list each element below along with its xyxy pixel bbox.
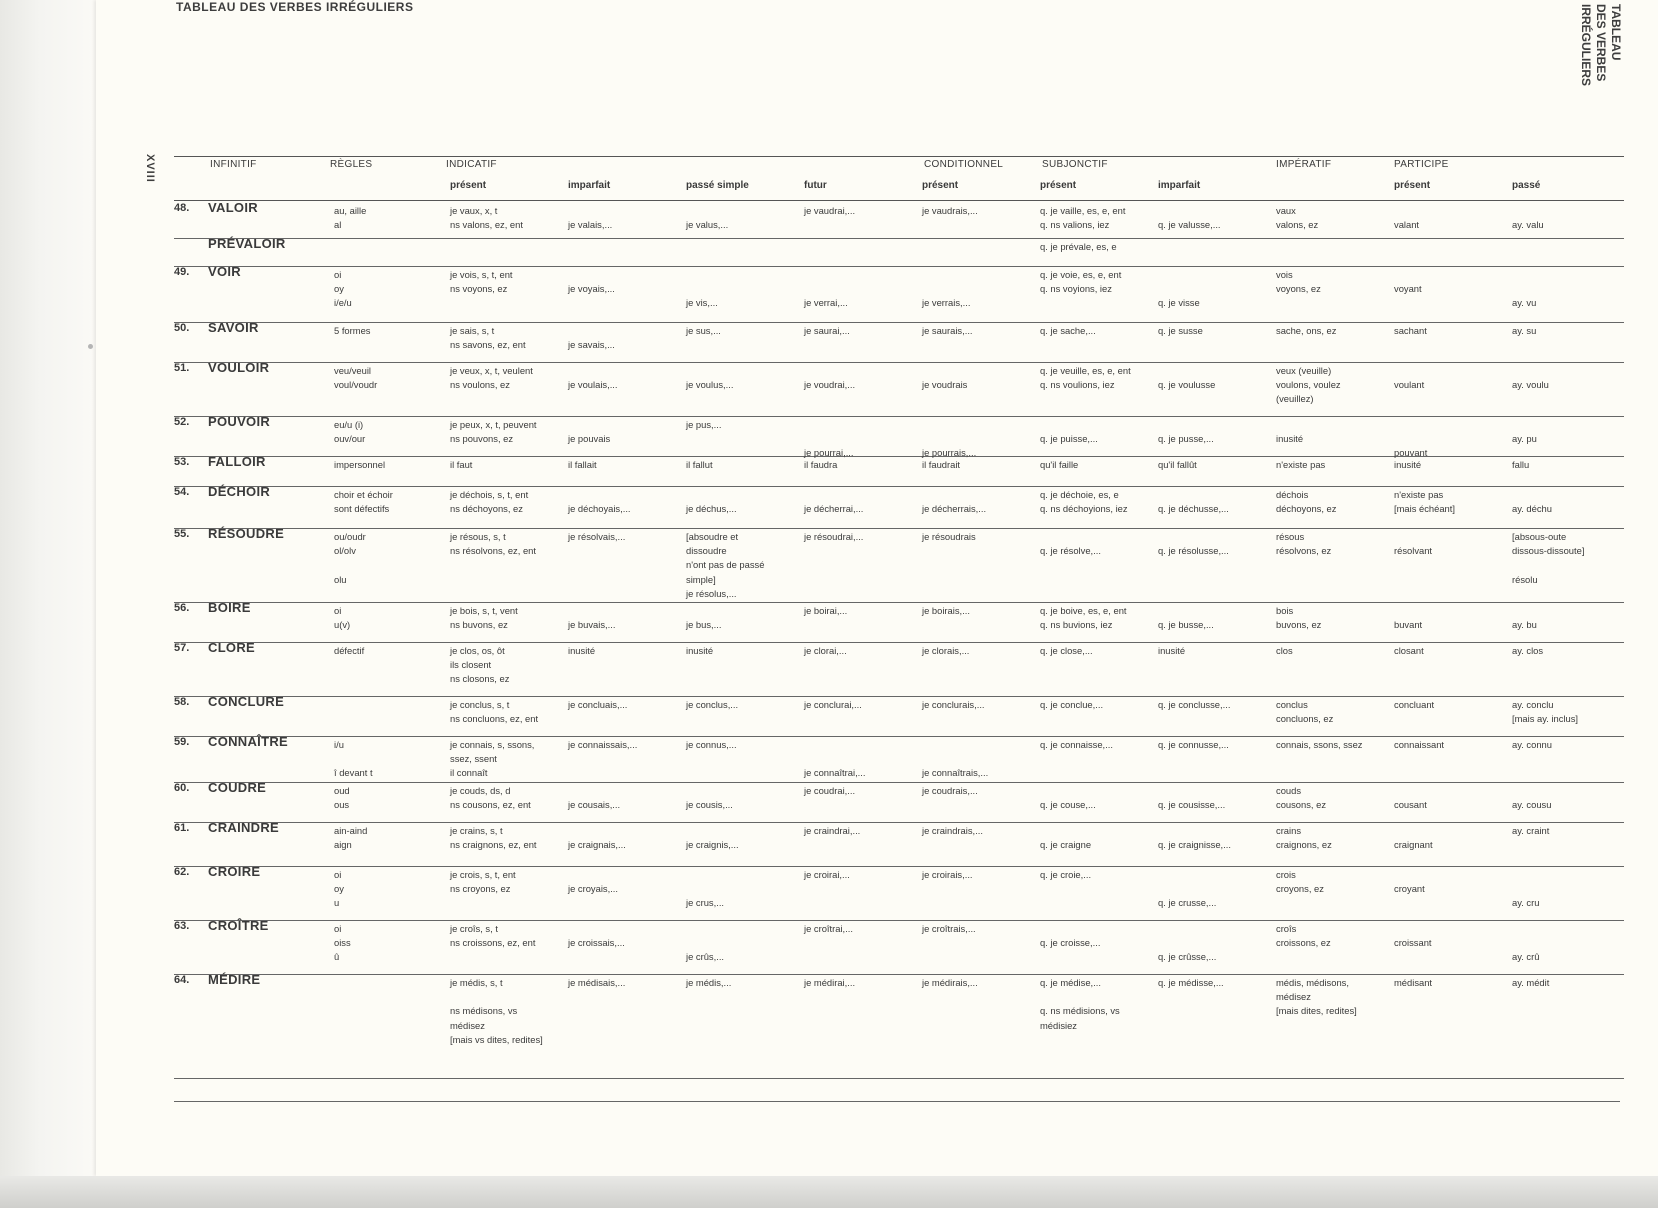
cell-present: je crains, s, t ns craignons, ez, ent bbox=[450, 825, 537, 851]
col-header-participe: PARTICIPE bbox=[1358, 156, 1624, 173]
cell-imperatif: clos bbox=[1276, 645, 1293, 656]
cell-part-present: pouvant bbox=[1394, 447, 1428, 459]
cell-conditionnel: je décherrais,... bbox=[922, 503, 987, 515]
cell-present: je veux, x, t, veulent ns voulons, ez bbox=[450, 365, 533, 391]
cell-conditionnel: je boirais,... bbox=[922, 605, 970, 616]
cell-verb: SAVOIR bbox=[208, 320, 259, 335]
cell-part-passe: ay. voulu bbox=[1512, 379, 1549, 391]
cell-num: 59. bbox=[174, 736, 190, 748]
subhead-part-passe: passé bbox=[1512, 180, 1541, 191]
cell-imperatif: veux (veuille) voulons, voulez (veuillez) bbox=[1276, 365, 1341, 405]
cell-regles: ou/oudr ol/olv olu bbox=[334, 531, 366, 585]
cell-part-passe: ay. médit bbox=[1512, 977, 1550, 988]
cell-imparfait: je déchoyais,... bbox=[568, 503, 631, 515]
cell-present: je déchois, s, t, ent ns déchoyons, ez bbox=[450, 489, 529, 515]
cell-futur: je coudrai,... bbox=[804, 785, 856, 796]
cell-conditionnel: je médirais,... bbox=[922, 977, 978, 988]
cell-futur: je voudrai,... bbox=[804, 379, 856, 391]
cell-subj-imparfait: q. je déchusse,... bbox=[1158, 503, 1229, 515]
cell-subj-present: q. je médise,... q. ns médisions, vs médisiez bbox=[1040, 977, 1120, 1031]
cell-num: 64. bbox=[174, 974, 190, 986]
cell-imperatif: couds cousons, ez bbox=[1276, 785, 1327, 811]
cell-regles: 5 formes bbox=[334, 325, 371, 336]
cell-passe-simple: je crûs,... bbox=[686, 951, 725, 963]
cell-passe-simple: je pus,... bbox=[686, 419, 722, 430]
cell-num: 52. bbox=[174, 416, 190, 428]
page-title: TABLEAU DES VERBES IRRÉGULIERS bbox=[176, 0, 414, 14]
cell-part-passe: ay. cousu bbox=[1512, 799, 1552, 811]
table-row bbox=[174, 642, 1624, 697]
cell-present: je vaux, x, t ns valons, ez, ent bbox=[450, 205, 523, 231]
cell-futur: je croîtrai,... bbox=[804, 923, 853, 934]
cell-subj-imparfait: q. je craignisse,... bbox=[1158, 839, 1231, 851]
col-header-regles: RÈGLES bbox=[294, 156, 412, 173]
cell-imperatif: crains craignons, ez bbox=[1276, 825, 1332, 851]
cell-regles: oi u(v) bbox=[334, 605, 351, 631]
cell-imparfait: je pouvais bbox=[568, 433, 611, 445]
cell-passe-simple: il fallut bbox=[686, 459, 713, 470]
cell-present: il faut bbox=[450, 459, 473, 470]
cell-imparfait: je médisais,... bbox=[568, 977, 626, 988]
cell-verb: BOIRE bbox=[208, 600, 251, 615]
cell-imparfait: je croyais,... bbox=[568, 883, 619, 895]
table-row bbox=[174, 528, 1624, 603]
table-row bbox=[174, 782, 1624, 823]
cell-conditionnel: je voudrais bbox=[922, 379, 968, 391]
table-row bbox=[174, 866, 1624, 921]
cell-verb: VOULOIR bbox=[208, 360, 270, 375]
cell-part-passe: ay. déchu bbox=[1512, 503, 1552, 515]
subhead-cond-present: présent bbox=[922, 180, 959, 191]
cell-subj-imparfait: inusité bbox=[1158, 645, 1186, 656]
cell-verb: CONCLURE bbox=[208, 694, 285, 709]
cell-num: 51. bbox=[174, 362, 190, 374]
subhead-ind-futur: futur bbox=[804, 180, 827, 191]
cell-subj-present: q. je couse,... bbox=[1040, 799, 1096, 811]
cell-num: 61. bbox=[174, 822, 190, 834]
cell-num: 49. bbox=[174, 266, 190, 278]
cell-imparfait: je valais,... bbox=[568, 219, 613, 231]
cell-subj-imparfait: q. je conclusse,... bbox=[1158, 699, 1231, 710]
cell-present: je connais, s, ssons, ssez, ssent il connaît bbox=[450, 739, 535, 779]
cell-num: 54. bbox=[174, 486, 190, 498]
cell-part-passe: ay. pu bbox=[1512, 433, 1537, 445]
cell-subj-imparfait: q. je crusse,... bbox=[1158, 897, 1217, 909]
cell-present: je clos, os, ôt ils closent ns closons, ez bbox=[450, 645, 510, 685]
cell-part-passe: ay. vu bbox=[1512, 297, 1537, 309]
cell-passe-simple: je vis,... bbox=[686, 297, 718, 309]
table-row bbox=[174, 486, 1624, 529]
cell-part-present: voyant bbox=[1394, 283, 1422, 295]
cell-regles: oud ous bbox=[334, 785, 350, 811]
table-row bbox=[174, 238, 1624, 267]
table-row bbox=[174, 602, 1624, 643]
cell-passe-simple: je crus,... bbox=[686, 897, 725, 909]
cell-imparfait: il fallait bbox=[568, 459, 597, 470]
cell-futur: je vaudrai,... bbox=[804, 205, 856, 216]
scan-speck bbox=[88, 344, 93, 349]
cell-verb: POUVOIR bbox=[208, 414, 271, 429]
cell-part-present: concluant bbox=[1394, 699, 1435, 710]
cell-subj-present: qu'il faille bbox=[1040, 459, 1079, 470]
cell-part-present: craignant bbox=[1394, 839, 1433, 851]
cell-passe-simple: je médis,... bbox=[686, 977, 732, 988]
cell-part-present: sachant bbox=[1394, 325, 1427, 336]
cell-part-present: voulant bbox=[1394, 379, 1425, 391]
cell-regles: au, aille al bbox=[334, 205, 367, 231]
cell-verb: CROÎTRE bbox=[208, 918, 269, 933]
cell-subj-imparfait: q. je visse bbox=[1158, 297, 1200, 309]
cell-imparfait: je savais,... bbox=[568, 339, 615, 351]
table-row bbox=[174, 974, 1624, 1079]
cell-part-present: croissant bbox=[1394, 937, 1432, 949]
cell-regles: veu/veuil voul/voudr bbox=[334, 365, 378, 391]
cell-subj-imparfait: q. je susse bbox=[1158, 325, 1203, 336]
cell-present: je croîs, s, t ns croissons, ez, ent bbox=[450, 923, 536, 949]
cell-verb: COUDRE bbox=[208, 780, 267, 795]
cell-regles: eu/u (i) ouv/our bbox=[334, 419, 366, 445]
cell-futur: je conclurai,... bbox=[804, 699, 862, 710]
cell-futur: je connaîtrai,... bbox=[804, 767, 866, 779]
cell-subj-present: q. je sache,... bbox=[1040, 325, 1096, 336]
cell-verb: CLORE bbox=[208, 640, 255, 655]
cell-num: 53. bbox=[174, 456, 190, 468]
col-header-imperatif: IMPÉRATIF bbox=[1240, 156, 1358, 173]
cell-subj-imparfait: q. je crûsse,... bbox=[1158, 951, 1217, 963]
cell-imperatif: vois voyons, ez bbox=[1276, 269, 1321, 295]
cell-part-present: buvant bbox=[1394, 619, 1423, 631]
cell-futur: je craindrai,... bbox=[804, 825, 861, 836]
cell-passe-simple: je déchus,... bbox=[686, 503, 737, 515]
col-header-subjonctif: SUBJONCTIF bbox=[1004, 156, 1240, 173]
cell-present: je bois, s, t, vent ns buvons, ez bbox=[450, 605, 518, 631]
cell-passe-simple: je craignis,... bbox=[686, 839, 739, 851]
cell-verb: FALLOIR bbox=[208, 454, 266, 469]
cell-verb: DÉCHOIR bbox=[208, 484, 271, 499]
cell-subj-imparfait: q. je valusse,... bbox=[1158, 219, 1221, 231]
cell-subj-present: q. je close,... bbox=[1040, 645, 1093, 656]
cell-imperatif: conclus concluons, ez bbox=[1276, 699, 1334, 725]
cell-subj-present: q. je croisse,... bbox=[1040, 937, 1101, 949]
cell-imperatif: connais, ssons, ssez bbox=[1276, 739, 1363, 750]
cell-num: 48. bbox=[174, 202, 190, 214]
col-header-conditionnel: CONDITIONNEL bbox=[886, 156, 1004, 173]
cell-passe-simple: [absoudre et dissoudre n'ont pas de passé simple] je résolus,... bbox=[686, 531, 765, 599]
cell-part-passe: ay. valu bbox=[1512, 219, 1544, 231]
cell-subj-imparfait: q. je cousisse,... bbox=[1158, 799, 1226, 811]
table-bottom-rule bbox=[174, 1101, 1620, 1102]
cell-futur: je verrai,... bbox=[804, 297, 848, 309]
side-running-title: TABLEAU DES VERBES IRRÉGULIERS bbox=[1579, 4, 1623, 87]
cell-part-present: inusité bbox=[1394, 459, 1422, 470]
cell-imperatif: bois buvons, ez bbox=[1276, 605, 1322, 631]
cell-passe-simple: je valus,... bbox=[686, 219, 729, 231]
cell-part-passe: ay. conclu [mais ay. inclus] bbox=[1512, 699, 1578, 725]
table-row bbox=[174, 736, 1624, 783]
cell-subj-present: q. je croie,... bbox=[1040, 869, 1092, 880]
cell-subj-present: q. je boive, es, e, ent q. ns buvions, iez bbox=[1040, 605, 1127, 631]
cell-passe-simple: je cousis,... bbox=[686, 799, 733, 811]
cell-conditionnel: il faudrait bbox=[922, 459, 961, 470]
cell-subj-present: q. je conclue,... bbox=[1040, 699, 1104, 710]
cell-conditionnel: je pourrais,... bbox=[922, 447, 977, 459]
cell-imperatif: médis, médisons, médisez [mais dites, redites] bbox=[1276, 977, 1357, 1017]
cell-present: je couds, ds, d ns cousons, ez, ent bbox=[450, 785, 531, 811]
cell-part-present: connaissant bbox=[1394, 739, 1445, 750]
page-number: XVIII bbox=[144, 154, 156, 183]
cell-passe-simple: je sus,... bbox=[686, 325, 721, 336]
cell-imparfait: je concluais,... bbox=[568, 699, 628, 710]
cell-subj-present: q. je puisse,... bbox=[1040, 433, 1098, 445]
cell-imperatif: crois croyons, ez bbox=[1276, 869, 1324, 895]
cell-conditionnel: je clorais,... bbox=[922, 645, 970, 656]
header-rule bbox=[174, 200, 1624, 201]
cell-futur: je saurai,... bbox=[804, 325, 850, 336]
cell-conditionnel: je vaudrais,... bbox=[922, 205, 978, 216]
cell-regles: oi oiss û bbox=[334, 923, 351, 963]
cell-subj-imparfait: q. je busse,... bbox=[1158, 619, 1214, 631]
cell-present: je vois, s, t, ent ns voyons, ez bbox=[450, 269, 513, 295]
cell-num: 56. bbox=[174, 602, 190, 614]
cell-verb: RÉSOUDRE bbox=[208, 526, 285, 541]
cell-subj-present: q. je craigne bbox=[1040, 839, 1092, 851]
cell-futur: je clorai,... bbox=[804, 645, 847, 656]
cell-part-present: valant bbox=[1394, 219, 1420, 231]
cell-imparfait: je voulais,... bbox=[568, 379, 618, 391]
cell-imperatif: déchois déchoyons, ez bbox=[1276, 489, 1337, 515]
cell-imparfait: je cousais,... bbox=[568, 799, 621, 811]
cell-imperatif: sache, ons, ez bbox=[1276, 325, 1337, 336]
cell-conditionnel: je croirais,... bbox=[922, 869, 973, 880]
subhead-subj-imparfait: imparfait bbox=[1158, 180, 1201, 191]
cell-verb: CONNAÎTRE bbox=[208, 734, 288, 749]
cell-num: 62. bbox=[174, 866, 190, 878]
cell-num: 50. bbox=[174, 322, 190, 334]
cell-num: 57. bbox=[174, 642, 190, 654]
cell-part-passe: ay. bu bbox=[1512, 619, 1537, 631]
cell-passe-simple: je voulus,... bbox=[686, 379, 734, 391]
cell-imparfait: je buvais,... bbox=[568, 619, 616, 631]
cell-verb: PRÉVALOIR bbox=[208, 236, 286, 251]
cell-imperatif: n'existe pas bbox=[1276, 459, 1326, 470]
cell-imparfait: je craignais,... bbox=[568, 839, 626, 851]
cell-imperatif: croîs croissons, ez bbox=[1276, 923, 1331, 949]
cell-conditionnel: je résoudrais bbox=[922, 531, 976, 542]
cell-part-passe: ay. cru bbox=[1512, 897, 1540, 909]
subhead-ind-passe-simple: passé simple bbox=[686, 180, 749, 191]
cell-futur: je pourrai,... bbox=[804, 447, 854, 459]
cell-subj-present: q. je voie, es, e, ent q. ns voyions, iez bbox=[1040, 269, 1122, 295]
col-header-infinitif: INFINITIF bbox=[174, 156, 294, 173]
cell-conditionnel: je saurais,... bbox=[922, 325, 973, 336]
cell-num: 58. bbox=[174, 696, 190, 708]
cell-conditionnel: je conclurais,... bbox=[922, 699, 985, 710]
cell-subj-present: q. je prévale, es, e bbox=[1040, 241, 1117, 252]
cell-regles: impersonnel bbox=[334, 459, 386, 470]
cell-part-present: médisant bbox=[1394, 977, 1433, 988]
cell-passe-simple: inusité bbox=[686, 645, 714, 656]
cell-part-passe: ay. craint bbox=[1512, 825, 1550, 836]
cell-regles: ain-aind aign bbox=[334, 825, 368, 851]
cell-verb: CROIRE bbox=[208, 864, 261, 879]
cell-part-present: closant bbox=[1394, 645, 1424, 656]
cell-present: je peux, x, t, peuvent ns pouvons, ez bbox=[450, 419, 537, 445]
cell-part-passe: ay. su bbox=[1512, 325, 1537, 336]
cell-part-passe: ay. connu bbox=[1512, 739, 1552, 750]
cell-verb: CRAINDRE bbox=[208, 820, 280, 835]
cell-part-passe: [absous-oute dissous-dissoute] résolu bbox=[1512, 531, 1585, 585]
cell-subj-imparfait: q. je voulusse bbox=[1158, 379, 1216, 391]
cell-futur: je médirai,... bbox=[804, 977, 856, 988]
table-row bbox=[174, 822, 1624, 867]
cell-part-passe: fallu bbox=[1512, 459, 1530, 470]
cell-part-present: n'existe pas [mais échéant] bbox=[1394, 489, 1455, 515]
cell-imparfait: je voyais,... bbox=[568, 283, 615, 295]
cell-verb: VALOIR bbox=[208, 200, 258, 215]
table-row bbox=[174, 322, 1624, 363]
cell-part-passe: ay. clos bbox=[1512, 645, 1544, 656]
cell-imparfait: je résolvais,... bbox=[568, 531, 626, 542]
subhead-ind-imparfait: imparfait bbox=[568, 180, 611, 191]
subhead-ind-present: présent bbox=[450, 180, 487, 191]
cell-num: 60. bbox=[174, 782, 190, 794]
table-row bbox=[174, 266, 1624, 323]
cell-present: je résous, s, t ns résolvons, ez, ent bbox=[450, 531, 536, 557]
cell-passe-simple: je conclus,... bbox=[686, 699, 739, 710]
cell-subj-imparfait: qu'il fallût bbox=[1158, 459, 1197, 470]
cell-subj-present: q. je veuille, es, e, ent q. ns voulions, iez bbox=[1040, 365, 1131, 391]
cell-conditionnel: je croîtrais,... bbox=[922, 923, 976, 934]
cell-futur: je croirai,... bbox=[804, 869, 850, 880]
cell-present: je sais, s, t ns savons, ez, ent bbox=[450, 325, 526, 351]
cell-futur: je résoudrai,... bbox=[804, 531, 864, 542]
cell-present: je conclus, s, t ns concluons, ez, ent bbox=[450, 699, 539, 725]
cell-conditionnel: je craindrais,... bbox=[922, 825, 983, 836]
cell-part-passe: ay. crû bbox=[1512, 951, 1540, 963]
cell-present: je crois, s, t, ent ns croyons, ez bbox=[450, 869, 516, 895]
cell-conditionnel: je coudrais,... bbox=[922, 785, 978, 796]
cell-subj-imparfait: q. je pusse,... bbox=[1158, 433, 1214, 445]
cell-futur: je décherrai,... bbox=[804, 503, 864, 515]
cell-regles: oi oy u bbox=[334, 869, 344, 909]
cell-subj-imparfait: q. je résolusse,... bbox=[1158, 545, 1229, 557]
cell-imperatif: inusité bbox=[1276, 433, 1304, 445]
table-row bbox=[174, 416, 1624, 457]
table-row bbox=[174, 920, 1624, 975]
cell-imparfait: inusité bbox=[568, 645, 596, 656]
col-header-indicatif: INDICATIF bbox=[412, 156, 886, 173]
cell-subj-present: q. je vaille, es, e, ent q. ns valions, iez bbox=[1040, 205, 1126, 231]
cell-regles: défectif bbox=[334, 645, 365, 656]
cell-subj-present: q. je déchoie, es, e q. ns déchoyions, iez bbox=[1040, 489, 1128, 515]
cell-subj-imparfait: q. je médisse,... bbox=[1158, 977, 1224, 988]
cell-subj-imparfait: q. je connusse,... bbox=[1158, 739, 1229, 750]
cell-present: je médis, s, t ns médisons, vs médisez [mais vs dites, redites] bbox=[450, 977, 543, 1045]
cell-passe-simple: je bus,... bbox=[686, 619, 722, 631]
cell-num: 63. bbox=[174, 920, 190, 932]
table-row bbox=[174, 202, 1624, 239]
cell-passe-simple: je connus,... bbox=[686, 739, 737, 750]
cell-imperatif: résous résolvons, ez bbox=[1276, 531, 1332, 557]
cell-futur: il faudra bbox=[804, 459, 838, 470]
cell-verb: VOIR bbox=[208, 264, 241, 279]
subhead-part-present: présent bbox=[1394, 180, 1431, 191]
cell-subj-present: q. je résolve,... bbox=[1040, 545, 1101, 557]
cell-part-present: croyant bbox=[1394, 883, 1425, 895]
cell-conditionnel: je connaîtrais,... bbox=[922, 767, 989, 779]
cell-imparfait: je connaissais,... bbox=[568, 739, 638, 750]
cell-subj-present: q. je connaisse,... bbox=[1040, 739, 1113, 750]
cell-part-present: cousant bbox=[1394, 799, 1427, 811]
cell-part-present: résolvant bbox=[1394, 545, 1433, 557]
table-row bbox=[174, 362, 1624, 417]
cell-regles: oi oy i/e/u bbox=[334, 269, 352, 309]
cell-imperatif: vaux valons, ez bbox=[1276, 205, 1319, 231]
cell-conditionnel: je verrais,... bbox=[922, 297, 971, 309]
table-row bbox=[174, 456, 1624, 487]
cell-num: 55. bbox=[174, 528, 190, 540]
cell-regles: choir et échoir sont défectifs bbox=[334, 489, 393, 515]
scanner-bed-edge bbox=[0, 1176, 1658, 1208]
cell-verb: MÉDIRE bbox=[208, 972, 261, 987]
table-row bbox=[174, 696, 1624, 737]
cell-regles: i/u î devant t bbox=[334, 739, 373, 779]
cell-imparfait: je croissais,... bbox=[568, 937, 625, 949]
subhead-subj-present: présent bbox=[1040, 180, 1077, 191]
cell-futur: je boirai,... bbox=[804, 605, 848, 616]
